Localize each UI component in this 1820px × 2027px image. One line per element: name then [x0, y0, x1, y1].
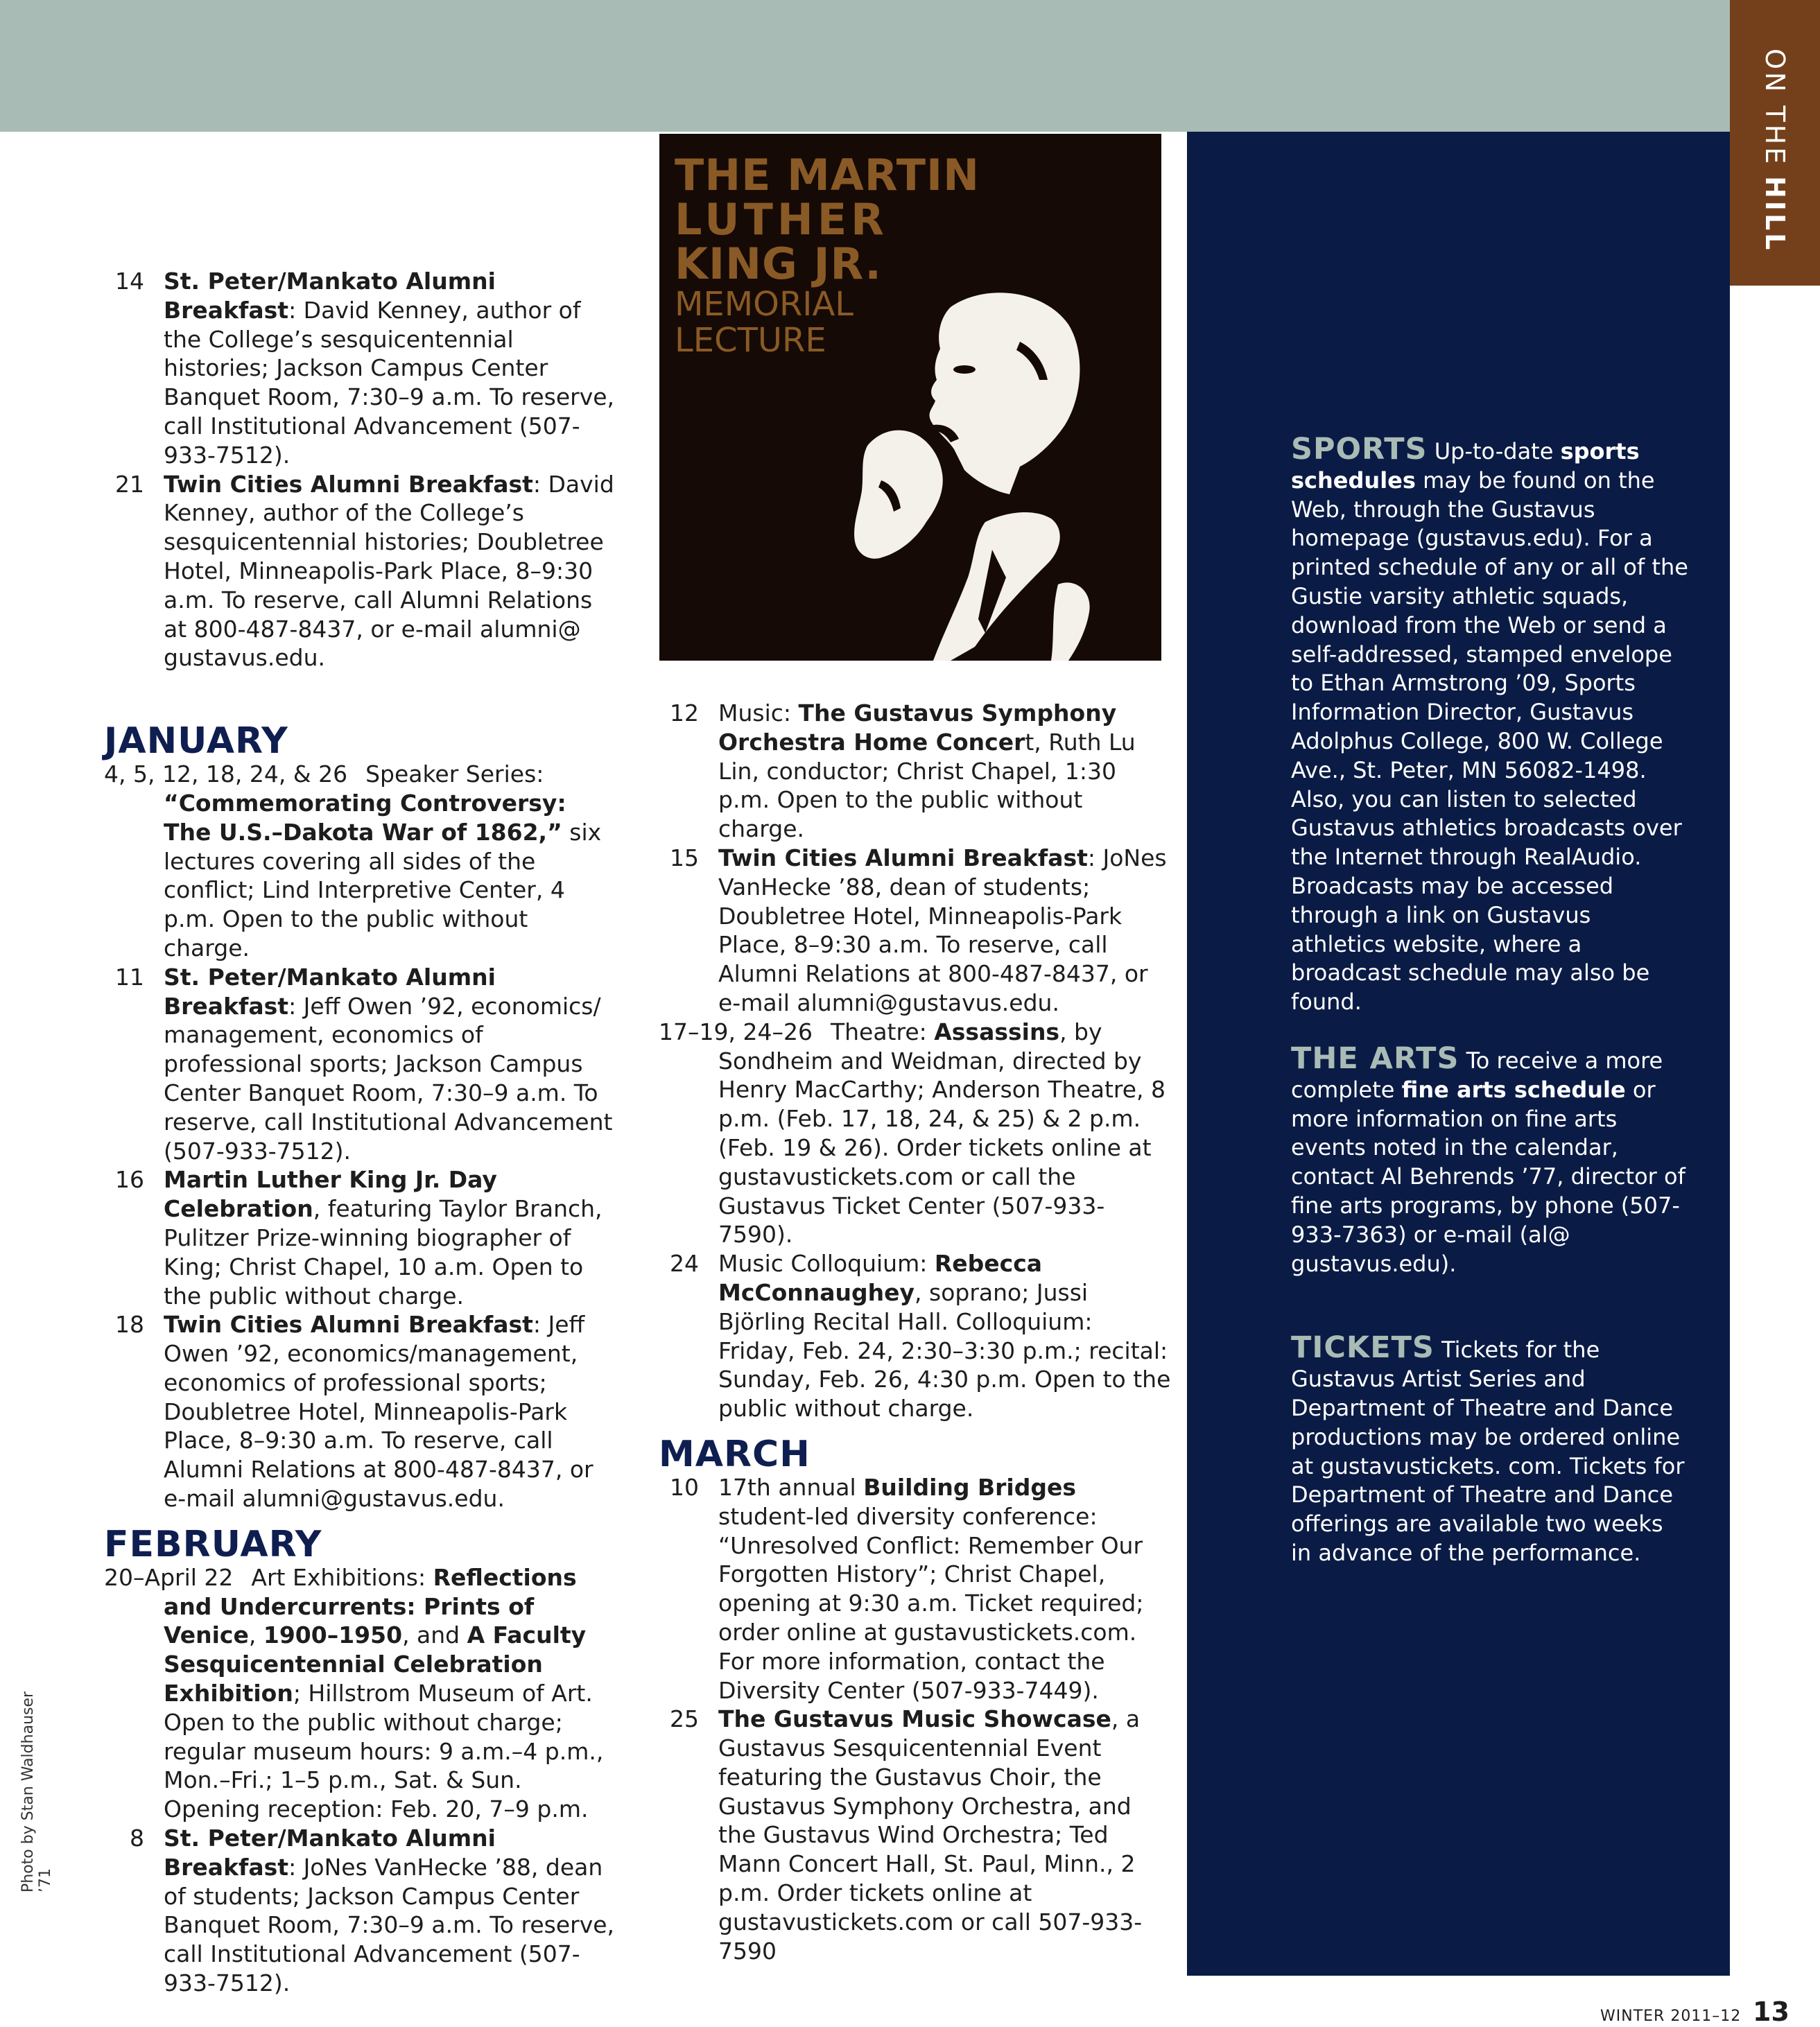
- entry-date: 4, 5, 12, 18, 24, & 26: [104, 760, 348, 788]
- event-title: Twin Cities Alumni Breakfast: [164, 1311, 533, 1339]
- event-details: : JoNes VanHecke ’88, dean of students; Jackson Campus Center Banquet Room, 7:30–9 a.m. To reserve, call Institutional Advancement (507-933-7512).: [164, 1853, 615, 1997]
- event-details: , by Sondheim and Weidman, directed by Henry MacCarthy; Anderson Theatre, 8 p.m. (Feb. 17, 18, 24, & 25) & 2 p.m. (Feb. 19 & 26). Order tickets online at gustavustickets.com or call the Gustavus Ticket Center (507-933-7590).: [718, 1018, 1166, 1249]
- calendar-entry: [659, 844, 1172, 1018]
- event-details: , and: [402, 1621, 467, 1649]
- mlk-subtitle-line: MEMORIAL: [675, 285, 854, 324]
- arts-emphasis: fine arts schedule: [1401, 1076, 1626, 1103]
- event-title: St. Peter/Mankato Alumni Breakfast: [164, 1825, 496, 1881]
- event-category: Art Exhibitions:: [251, 1563, 433, 1591]
- mlk-title-line: LUTHER: [675, 194, 888, 245]
- sports-text: may be found on the Web, through the Gustavus homepage (gustavus.edu). For a printed schedule of any or all of the Gustie varsity athletic squads, download from the Web or send a self-addressed, stamped envelope to Ethan Armstrong ’09, Sports Information Director, Gustavus Adolphus College, 800 W. College Ave., St. Peter, MN 56082-1498. Also, you can listen to selected Gustavus athletics broadcasts over the Internet through RealAudio. Broadcasts may be accessed through a link on Gustavus athletics website, where a broadcast schedule may also be found.: [1291, 467, 1688, 1016]
- event-title: Twin Cities Alumni Breakfast: [718, 844, 1088, 871]
- event-title: “Commemorating Controversy: The U.S.–Dakota War of 1862,”: [164, 789, 566, 846]
- calendar-entry: [104, 267, 617, 470]
- entry-date: 16: [115, 1166, 144, 1194]
- mlk-subtitle-line: LECTURE: [675, 321, 826, 360]
- entry-date: 8: [130, 1825, 144, 1852]
- event-title: St. Peter/Mankato Alumni Breakfast: [164, 963, 496, 1020]
- tickets-text: Tickets for the Gustavus Artist Series and Department of Theatre and Dance productions may be ordered online at gustavustickets. com. Tickets for Department of Theatre and Dance offerings are available two weeks in advance of the performance.: [1291, 1337, 1685, 1566]
- event-title: A Faculty Sesquicentennial Celebration Exhibition: [164, 1621, 587, 1707]
- event-title: Building Bridges: [863, 1473, 1077, 1501]
- event-details: , soprano; Jussi Björling Recital Hall. Colloquium: Friday, Feb. 24, 2:30–3:30 p.m.; recital: Sunday, Feb. 26, 4:30 p.m. Open to the public without charge.: [718, 1278, 1171, 1423]
- event-category: Music:: [718, 699, 799, 727]
- event-category: 17th annual: [718, 1473, 864, 1501]
- event-title: Assassins: [934, 1018, 1060, 1045]
- mlk-title-line: KING JR.: [675, 238, 882, 289]
- event-title: 1900–1950: [263, 1621, 403, 1649]
- month-heading-january: JANUARY: [104, 720, 288, 763]
- entry-date: 11: [115, 963, 144, 991]
- month-heading-march: MARCH: [659, 1433, 811, 1475]
- calendar-entry: [104, 1563, 617, 1824]
- calendar-entry: [104, 963, 617, 1166]
- page-number: 13: [1753, 1996, 1789, 2027]
- tickets-heading: TICKETS: [1291, 1330, 1435, 1366]
- event-category: Music Colloquium:: [718, 1250, 935, 1278]
- event-title: Twin Cities Alumni Breakfast: [164, 470, 533, 498]
- mlk-title: [675, 150, 980, 360]
- event-details: : JoNes VanHecke ’88, dean of students; Doubletree Hotel, Minneapolis-Park Place, 8–9:30 a.m. To reserve, call Alumni Relations at 800-487-8437, or e-mail alumni@gustavus.edu.: [718, 844, 1167, 1016]
- calendar-entry: [104, 1310, 617, 1513]
- calendar-entry: [659, 1249, 1172, 1423]
- sports-info: [1291, 432, 1690, 1017]
- event-details: : David Kenney, author of the College’s sesquicentennial histories; Jackson Campus Center Banquet Room, 7:30–9 a.m. To reserve, call Institutional Advancement (507-933-7512).: [164, 296, 615, 469]
- calendar-entry: [104, 1824, 617, 1998]
- calendar-column-2: [659, 699, 1172, 1965]
- sports-text: Up-to-date: [1427, 438, 1561, 464]
- event-details: , a Gustavus Sesquicentennial Event featuring the Gustavus Choir, the Gustavus Symphony Orchestra, and the Gustavus Wind Orchestra; Ted Mann Concert Hall, St. Paul, Minn., 2 p.m. Order tickets online at gustavustickets.com or call 507-933-7590: [718, 1705, 1143, 1965]
- calendar-entry: [659, 1473, 1172, 1705]
- entry-date: 17–19, 24–26: [659, 1018, 813, 1045]
- entry-date: 21: [115, 470, 144, 498]
- mlk-title-line: THE MARTIN: [675, 150, 980, 200]
- section-tab-label: ON THE HILL: [1760, 49, 1790, 253]
- event-category: Theatre:: [830, 1018, 935, 1045]
- event-details: ; Hillstrom Museum of Art. Open to the public without charge; regular museum hours: 9 a.m.–4 p.m., Mon.–Fri.; 1–5 p.m., Sat. & Sun. Opening reception: Feb. 20, 7–9 p.m.: [164, 1680, 604, 1823]
- entry-date: 10: [670, 1473, 699, 1501]
- event-details: , featuring Taylor Branch, Pulitzer Prize-winning biographer of King; Christ Chapel, 10 a.m. Open to the public without charge.: [164, 1195, 603, 1310]
- entry-date: 12: [670, 699, 699, 727]
- event-details: ,: [248, 1621, 263, 1649]
- calendar-entry: [659, 699, 1172, 844]
- header-band: [0, 0, 1730, 132]
- sports-emphasis: sports schedules: [1291, 438, 1640, 494]
- calendar-entry: [104, 1165, 617, 1310]
- sidebar-info: [1291, 432, 1690, 1568]
- tickets-info: [1291, 1330, 1690, 1567]
- entry-date: 14: [115, 268, 144, 295]
- event-title: Rebecca McConnaughey: [718, 1250, 1043, 1306]
- event-details: : Jeff Owen ’92, economics/management, economics of professional sports; Doubletree Hotel, Minneapolis-Park Place, 8–9:30 a.m. To reserve, call Alumni Relations at 800-487-8437, or e-mail alumni@gustavus.edu.: [164, 1311, 593, 1513]
- photo-credit: Photo by Stan Waldhauser ’71: [19, 1691, 54, 1893]
- event-title: Reflections and Undercurrents: Prints of Venice: [164, 1563, 577, 1649]
- event-details: student-led diversity conference: “Unresolved Conflict: Remember Our Forgotten History”; Christ Chapel, opening at 9:30 a.m. Ticket required; order online at gustavustickets.com. For more information, contact the Diversity Center (507-933-7449).: [718, 1502, 1144, 1704]
- event-category: Speaker Series:: [365, 760, 544, 788]
- arts-info: [1291, 1041, 1690, 1278]
- calendar-entry: [104, 760, 617, 963]
- entry-date: 20–April 22: [104, 1563, 234, 1591]
- month-heading-february: FEBRUARY: [104, 1523, 322, 1565]
- arts-text: To receive a more complete: [1291, 1047, 1663, 1103]
- arts-text: or more information on fine arts events noted in the calendar, contact Al Behrends ’77, director of fine arts programs, by phone (507-933-7363) or e-mail (al@ gustavus.edu).: [1291, 1076, 1685, 1277]
- entry-date: 25: [670, 1705, 699, 1733]
- event-details: : Jeff Owen ’92, economics/ management, economics of professional sports; Jackson Campus Center Banquet Room, 7:30–9 a.m. To reserve, call Institutional Advancement (507-933-7512).: [164, 992, 613, 1165]
- event-details: : David Kenney, author of the College’s sesquicentennial histories; Doubletree Hotel, Minneapolis-Park Place, 8–9:30 a.m. To reserve, call Alumni Relations at 800-487-8437, or e-mail alumni@ gustavus.edu.: [164, 470, 614, 672]
- event-details: six lectures covering all sides of the conflict; Lind Interpretive Center, 4 p.m. Open to the public without charge.: [164, 818, 602, 962]
- event-title: The Gustavus Symphony Orchestra Home Concer: [718, 699, 1117, 756]
- entry-date: 15: [670, 844, 699, 871]
- entry-date: 24: [670, 1250, 699, 1278]
- event-title: Martin Luther King Jr. Day Celebration: [164, 1166, 497, 1223]
- issue-label: WINTER 2011–12: [1600, 2008, 1742, 2025]
- sports-heading: SPORTS: [1291, 432, 1428, 467]
- event-title: St. Peter/Mankato Alumni Breakfast: [164, 268, 496, 324]
- event-title: The Gustavus Music Showcase: [718, 1705, 1111, 1733]
- event-details: t, Ruth Lu Lin, conductor; Christ Chapel, 1:30 p.m. Open to the public without charge.: [718, 728, 1136, 843]
- calendar-column-1: [104, 267, 617, 1998]
- mlk-lecture-image: [659, 134, 1161, 661]
- calendar-entry: [659, 1018, 1172, 1249]
- entry-date: 18: [115, 1311, 144, 1339]
- calendar-entry: [659, 1705, 1172, 1965]
- calendar-entry: [104, 470, 617, 673]
- arts-heading: THE ARTS: [1291, 1041, 1459, 1076]
